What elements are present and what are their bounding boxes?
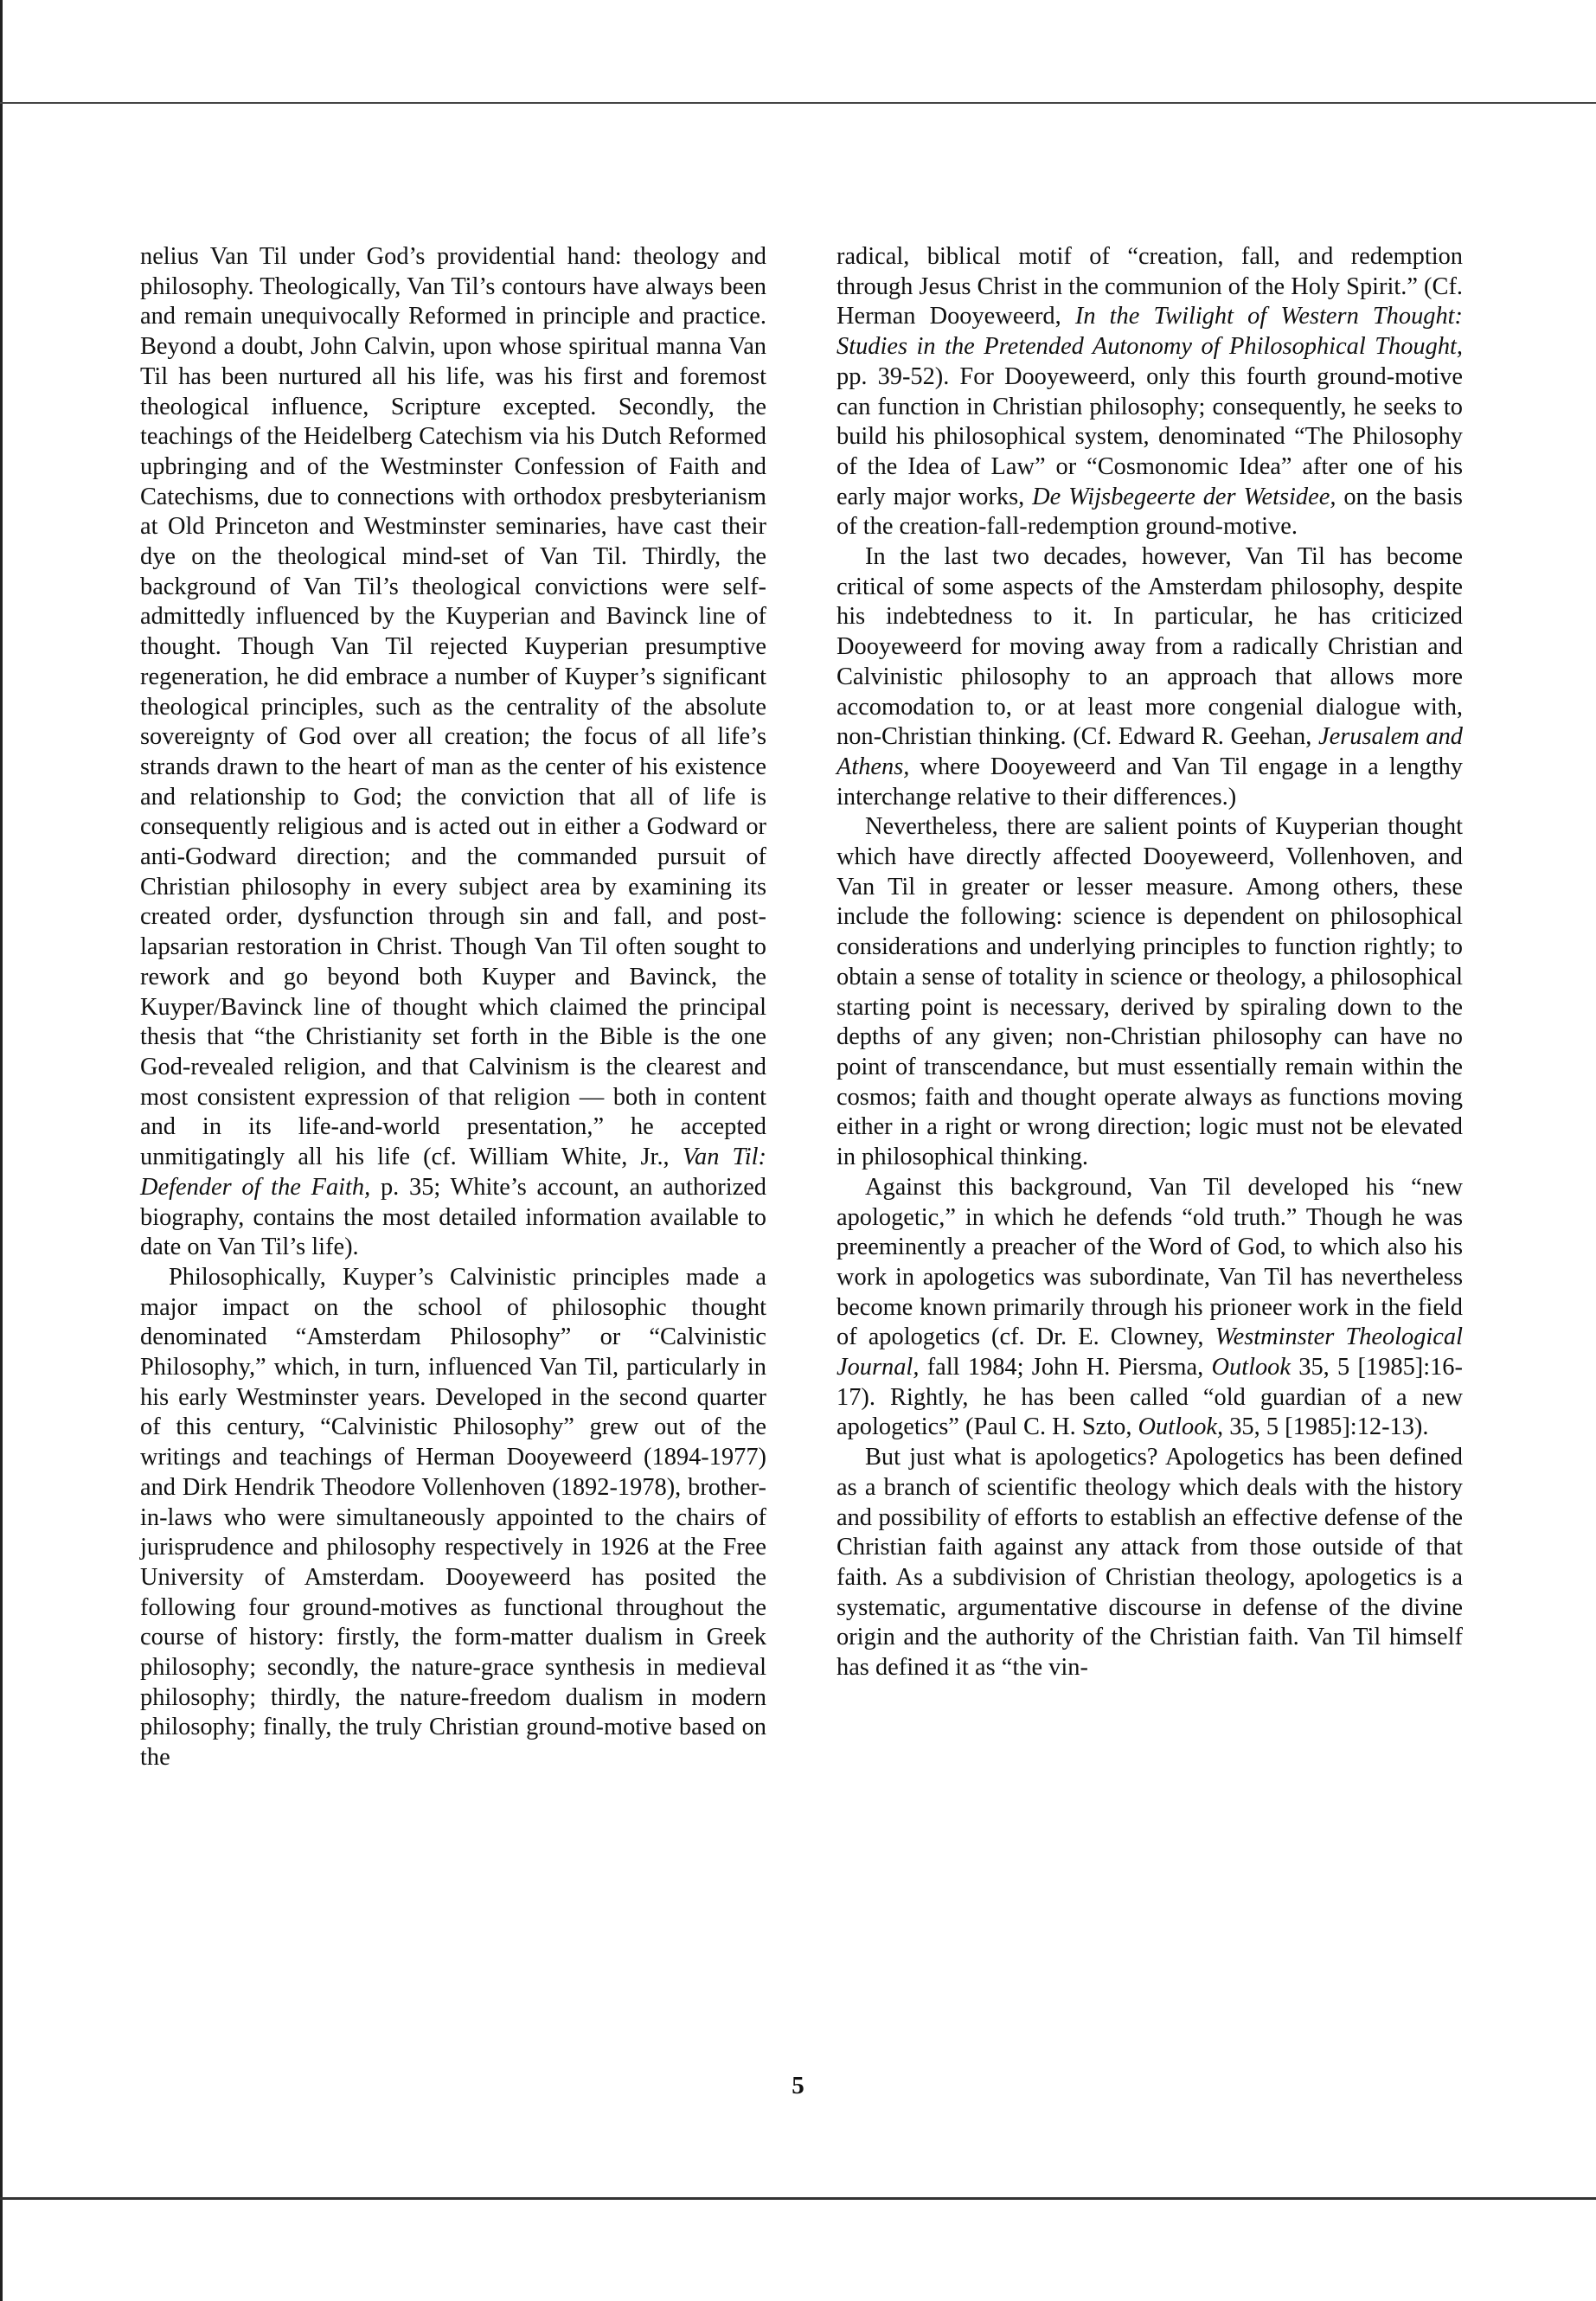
book-title: Jerusalem and Athens, bbox=[836, 723, 1463, 780]
page-number: 5 bbox=[792, 2072, 804, 2099]
text-run: fall 1984; John H. Piersma, bbox=[926, 1354, 1204, 1381]
text-run: 35, 5 [1985]:12-13). bbox=[1229, 1413, 1429, 1441]
right-paragraph-1 bbox=[836, 242, 1463, 542]
text-run: pp. 39-52). For Dooyeweerd, only this fourth ground-motive can function in Christian philosophy; consequently, he seeks to build his philosophical system, denominated “The Philosophy of the Idea of Law” or “Cosmonomic Idea” after one of his early major works, bbox=[836, 362, 1463, 510]
text-run: 35, 5 [1985]:16-17). Rightly, he has been called “old guardian of a new apologetics” (Paul C. H. Szto, bbox=[836, 1354, 1463, 1441]
journal-title: Outlook bbox=[1211, 1354, 1291, 1381]
right-paragraph-5: But just what is apologetics? Apologetics has been defined as a branch of scientific theology which deals with the history and possibility of efforts to establish an effective defense of the Christian faith against any attack from those outside of that faith. As a subdivision of Christian theology, apologetics is a systematic, argumentative discourse in defense of the divine origin and the authority of the Christian faith. Van Til himself has defined it as “the vin- bbox=[836, 1444, 1463, 1682]
text-run: p. 35; White’s account, an authorized biography, contains the most detailed information available to date on Van Til’s life). bbox=[140, 1173, 766, 1261]
text-run: In the last two decades, however, Van Til has become critical of some aspects of the Amsterdam philosophy, despite his indebtedness to it. In particular, he has criticized Dooyeweerd for moving away from a radically Christian and Calvinistic philosophy to an approach that allows more accomodation to, or at least more congenial dialogue with, non-Christian thinking. (Cf. Edward R. Geehan, bbox=[836, 543, 1463, 751]
text-run: on the basis of the creation-fall-redemption ground-motive. bbox=[836, 483, 1463, 541]
scan-edge-top bbox=[0, 102, 1596, 104]
right-paragraph-2 bbox=[836, 542, 1463, 812]
scan-edge-bottom bbox=[0, 2197, 1596, 2200]
left-paragraph-1 bbox=[140, 242, 766, 1263]
left-paragraph-2: Philosophically, Kuyper’s Calvinistic principles made a major impact on the school of philosophic thought denominated “Amsterdam Philosophy” or “Calvinistic Philosophy,” which, in turn, influenced Van Til, particularly in his early Westminster years. Developed in the second quarter of this century, “Calvinistic Philosophy” grew out of the writings and teachings of Herman Dooyeweerd (1894-1977) and Dirk Hendrik Theodore Vollenhoven (1892-1978), brother-in-laws who were simultaneously appointed to the chairs of jurisprudence and philosophy respectively in 1926 at the Free University of Amsterdam. Dooyeweerd has posited the following four ground-motives as functional throughout the course of history: firstly, the form-matter dualism in Greek philosophy; secondly, the nature-grace synthesis in medieval philosophy; thirdly, the nature-freedom dualism in modern philosophy; finally, the truly Christian ground-motive based on the bbox=[140, 1263, 766, 1772]
text-run: Against this background, Van Til developed his “new apologetic,” in which he defends “old truth.” Though he was preeminently a preacher of the Word of God, to which also his work in apologetics was subordinate, Van Til has nevertheless become known primarily through his prioneer work in the field of apologetics (cf. Dr. E. Clowney, bbox=[836, 1173, 1463, 1351]
scan-edge-left bbox=[0, 0, 3, 2301]
journal-title: Outlook, bbox=[1138, 1413, 1224, 1441]
book-title: Van Til: Defender of the Faith, bbox=[140, 1144, 766, 1201]
right-paragraph-4 bbox=[836, 1173, 1463, 1443]
journal-title: Westminster Theological Journal, bbox=[836, 1324, 1463, 1381]
text-run: nelius Van Til under God’s providential hand: theology and philosophy. Theologically, Van Til’s contours have always been and remain unequivocally Reformed in principle and practice. Beyond a doubt, John Calvin, upon whose spiritual manna Van Til has been nurtured all his life, was his first and foremost theological influence, Scripture excepted. Secondly, the teachings of the Heidelberg Catechism via his Dutch Reformed upbringing and of the Westminster Confession of Faith and Catechisms, due to connections with orthodox presbyterianism at Old Princeton and Westminster seminaries, have cast their dye on the theological mind-set of Van Til. Thirdly, the background of Van Til’s theological convictions were self-admittedly influenced by the Kuyperian and Bavinck line of thought. Though Van Til rejected Kuyperian presumptive regeneration, he did embrace a number of Kuyper’s significant theological principles, such as the centrality of the absolute sovereignty of God over all creation; the focus of all life’s strands drawn to the heart of man as the center of his existence and relationship to God; the conviction that all of life is consequently religious and is acted out in either a Godward or anti-Godward direction; and the commanded pursuit of Christian philosophy in every subject area by examining its created order, dysfunction through sin and fall, and post-lapsarian restoration in Christ. Though Van Til often sought to rework and go beyond both Kuyper and Bavinck, the Kuyper/Bavinck line of thought which claimed the principal thesis that “the Christianity set forth in the Bible is the one God-revealed religion, and that Calvinism is the clearest and most consistent expression of that religion — both in content and in its life-and-world presentation,” he accepted unmitigatingly all his life (cf. William White, Jr., bbox=[140, 243, 766, 1171]
text-run: radical, biblical motif of “creation, fall, and redemption through Jesus Christ in the communion of the Holy Spirit.” (Cf. Herman Dooyeweerd, bbox=[836, 243, 1463, 330]
book-title: De Wijsbegeerte der Wetsidee, bbox=[1032, 483, 1336, 510]
left-column bbox=[140, 242, 766, 1773]
right-column bbox=[836, 242, 1463, 1683]
text-run: where Dooyeweerd and Van Til engage in a lengthy interchange relative to their differences.) bbox=[836, 753, 1463, 811]
book-title: In the Twilight of Western Thought: Studies in the Pretended Autonomy of Philosophical Thought, bbox=[836, 303, 1464, 361]
right-paragraph-3: Nevertheless, there are salient points of Kuyperian thought which have directly affected Dooyeweerd, Vollenhoven, and Van Til in greater or lesser measure. Among others, these include the following: science is dependent on philosophical considerations and underlying principles to function rightly; to obtain a sense of totality in science or theology, a philosophical starting point is necessary, derived by spiraling down to the depths of any given; non-Christian philosophy can have no point of transcendance, but must essentially remain within the cosmos; faith and thought operate always as functions moving either in a right or wrong direction; logic must not be elevated in philosophical thinking. bbox=[836, 813, 1463, 1171]
